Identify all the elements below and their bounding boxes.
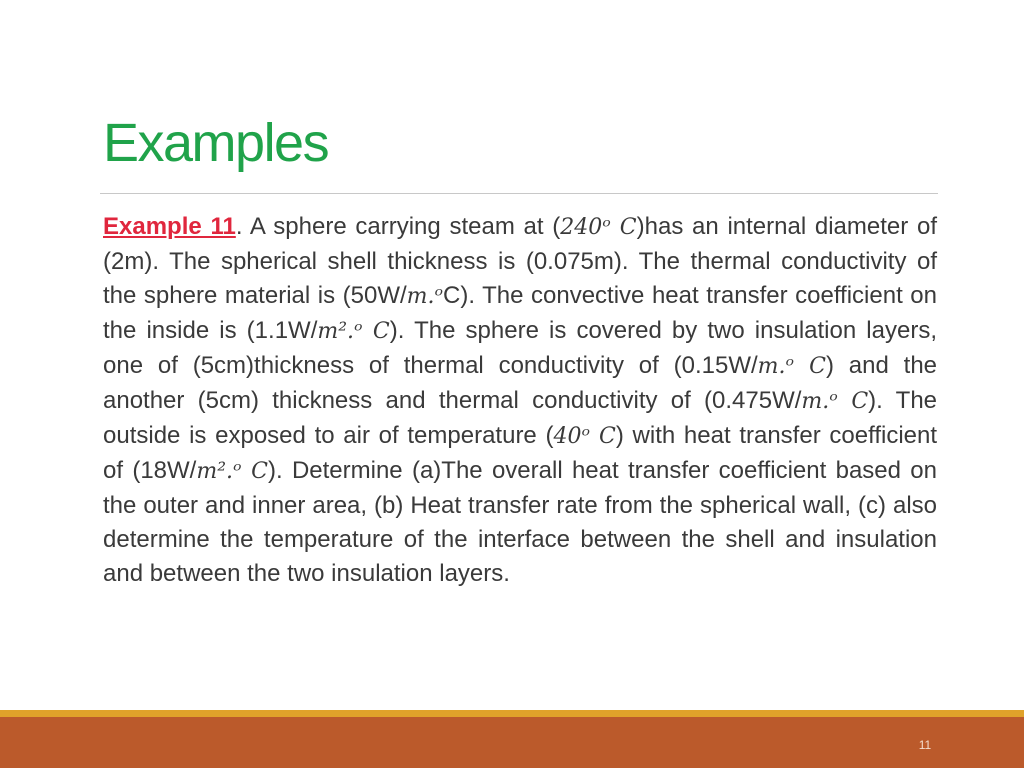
text-segment: . A sphere carrying steam at ( <box>235 213 561 240</box>
text-segment: ). The outside is exposed to air of temperature ( <box>103 387 938 449</box>
math-expression: m.ᵒ <box>406 284 443 309</box>
math-expression: m².ᵒ C <box>196 459 268 484</box>
footer-accent-stripe <box>0 710 1024 717</box>
math-expression: m².ᵒ C <box>317 319 390 344</box>
text-segment: ) and the another (5cm) thickness and thermal conductivity of (0.475W/ <box>103 352 938 414</box>
example-label: Example 11 <box>103 213 236 240</box>
text-segment: C). The convective heat transfer coefficient on the inside is (1.1W/ <box>103 282 937 344</box>
text-segment: ). Determine (a)The overall heat transfer coefficient based on the outer and inner area, (b) Heat transfer rate from the spherical wall, (c) also determine the temperature of the interface between the shell and insulation and between the two insulation layers. <box>103 457 937 587</box>
slide-title: Examples <box>103 113 329 173</box>
text-segment: ) with heat transfer coefficient of (18W/ <box>103 422 938 484</box>
math-expression: m.ᵒ C <box>801 389 869 414</box>
footer-bar <box>0 717 1024 768</box>
page-number: 11 <box>918 738 932 752</box>
text-segment: ). The sphere is covered by two insulation layers, one of (5cm)thickness of thermal conductivity of (0.15W/ <box>103 317 937 379</box>
title-divider <box>100 193 938 194</box>
math-expression: 40ᵒ C <box>553 424 616 449</box>
math-expression: 240ᵒ C <box>560 215 637 240</box>
text-segment: )has an internal diameter of (2m). The spherical shell thickness is (0.075m). The thermal conductivity of the sphere material is (50W/ <box>103 213 937 309</box>
math-expression: m.ᵒ C <box>757 354 826 379</box>
example-paragraph <box>103 210 937 591</box>
